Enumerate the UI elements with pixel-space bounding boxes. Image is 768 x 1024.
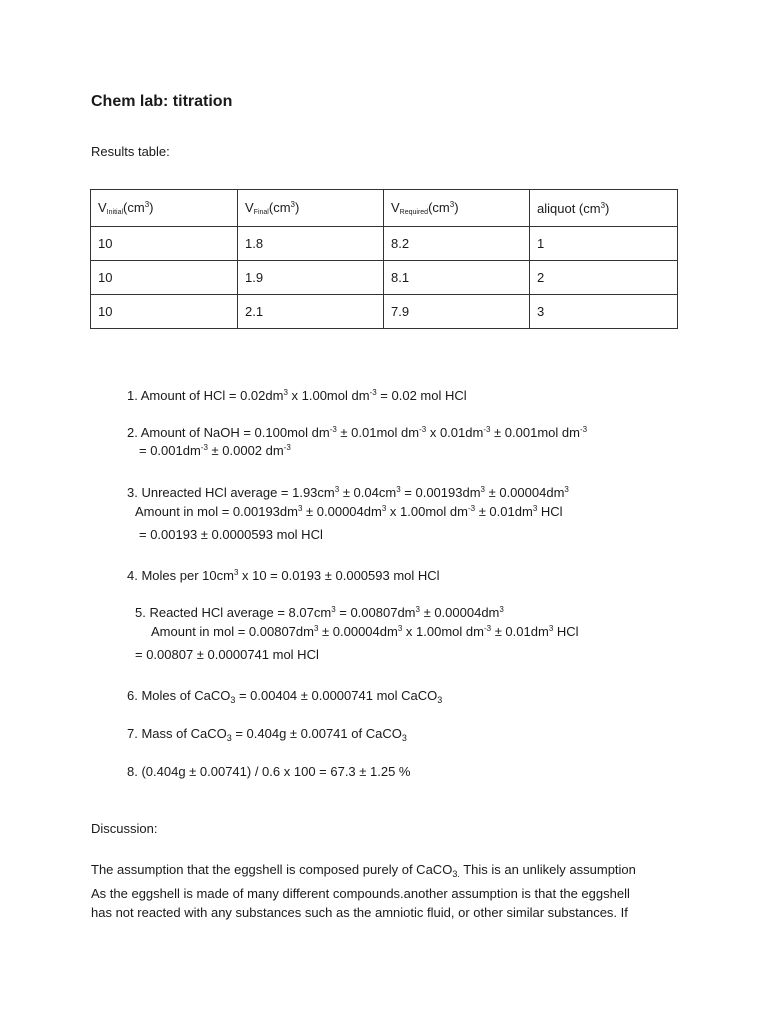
calc-line-2: 2. Amount of NaOH = 0.100mol $dm^{-3} \pm 0.01mol$ $dm^{-3}$ x $0.01dm^{-3} \pm 0.001mol$ $dm^{-3}$ <box>127 425 588 440</box>
table-cell: 7.9 <box>384 295 530 329</box>
header-v-required: $V_{Required}(cm^3)$ <box>384 190 530 227</box>
calc-line-5: 5. Reacted HCl average = $8.07cm^3 = 0.00807dm^3 \pm 0.00004dm^3$ <box>135 605 504 620</box>
table-cell: 10 <box>91 295 238 329</box>
header-v-final: $V_{Final}(cm^3)$ <box>238 190 384 227</box>
calc-line-5c: = 0.00807 ± 0.0000741 mol HCl <box>135 647 319 662</box>
header-aliquot: aliquot $(cm^3)$ <box>530 190 678 227</box>
calc-line-3c: = 0.00193 ± 0.0000593 mol HCl <box>139 527 323 542</box>
table-row <box>91 295 678 329</box>
header-v-initial: $V_{Initial}(cm^3)$ <box>91 190 238 227</box>
table-cell: 3 <box>530 295 678 329</box>
table-header-row <box>91 190 678 227</box>
page-title: Chem lab: titration <box>91 93 233 110</box>
discussion-line: has not reacted with any substances such as the amniotic fluid, or other similar substances. If <box>91 905 628 920</box>
discussion-line: The assumption that the eggshell is composed purely of CaCO$_{3.}$ This is an unlikely assumption <box>91 862 636 879</box>
calc-line-3b: Amount in mol = $0.00193dm^3 \pm 0.00004dm^3$ x 1.00mol $dm^{-3} \pm 0.01dm^3$ HCl <box>135 504 563 519</box>
table-cell: 8.2 <box>384 227 530 261</box>
calc-line-8: 8. (0.404g ± 0.00741) / 0.6 x 100 = 67.3 ± 1.25 % <box>127 764 411 779</box>
table-cell: 1 <box>530 227 678 261</box>
calc-line-4: 4. Moles per $10cm^3$ x 10 = 0.0193 ± 0.000593 mol HCl <box>127 568 440 583</box>
discussion-heading: Discussion: <box>91 821 158 836</box>
results-heading: Results table: <box>91 144 170 159</box>
table-cell: 2 <box>530 261 678 295</box>
table-cell: 8.1 <box>384 261 530 295</box>
calc-line-6: 6. Moles of CaCO$_3$ = 0.00404 ± 0.0000741 mol CaCO$_3$ <box>127 688 443 705</box>
table-cell: 10 <box>91 261 238 295</box>
calc-line-5b: Amount in mol = $0.00807dm^3 \pm 0.00004dm^3$ x 1.00mol $dm^{-3} \pm 0.01dm^3$ HCl <box>151 624 579 639</box>
discussion-line: As the eggshell is made of many different compounds.another assumption is that the eggshell <box>91 886 630 901</box>
table-cell: 2.1 <box>238 295 384 329</box>
calc-line-7: 7. Mass of CaCO$_3$ = 0.404g ± 0.00741 of CaCO$_3$ <box>127 726 407 743</box>
discussion-paragraph <box>91 860 681 922</box>
table-cell: 10 <box>91 227 238 261</box>
calc-line-2b: = $0.001dm^{-3} \pm 0.0002$ $dm^{-3}$ <box>139 443 291 458</box>
calc-line-1: 1. Amount of HCl = $0.02dm^3$ x 1.00mol $dm^{-3} = 0.02$ mol HCl <box>127 388 467 403</box>
table-row <box>91 261 678 295</box>
table-cell: 1.8 <box>238 227 384 261</box>
table-cell: 1.9 <box>238 261 384 295</box>
calc-line-3: 3. Unreacted HCl average = $1.93cm^3 \pm 0.04cm^3 = 0.00193dm^3 \pm 0.00004dm^3$ <box>127 485 569 500</box>
table-row <box>91 227 678 261</box>
results-table <box>90 189 678 329</box>
